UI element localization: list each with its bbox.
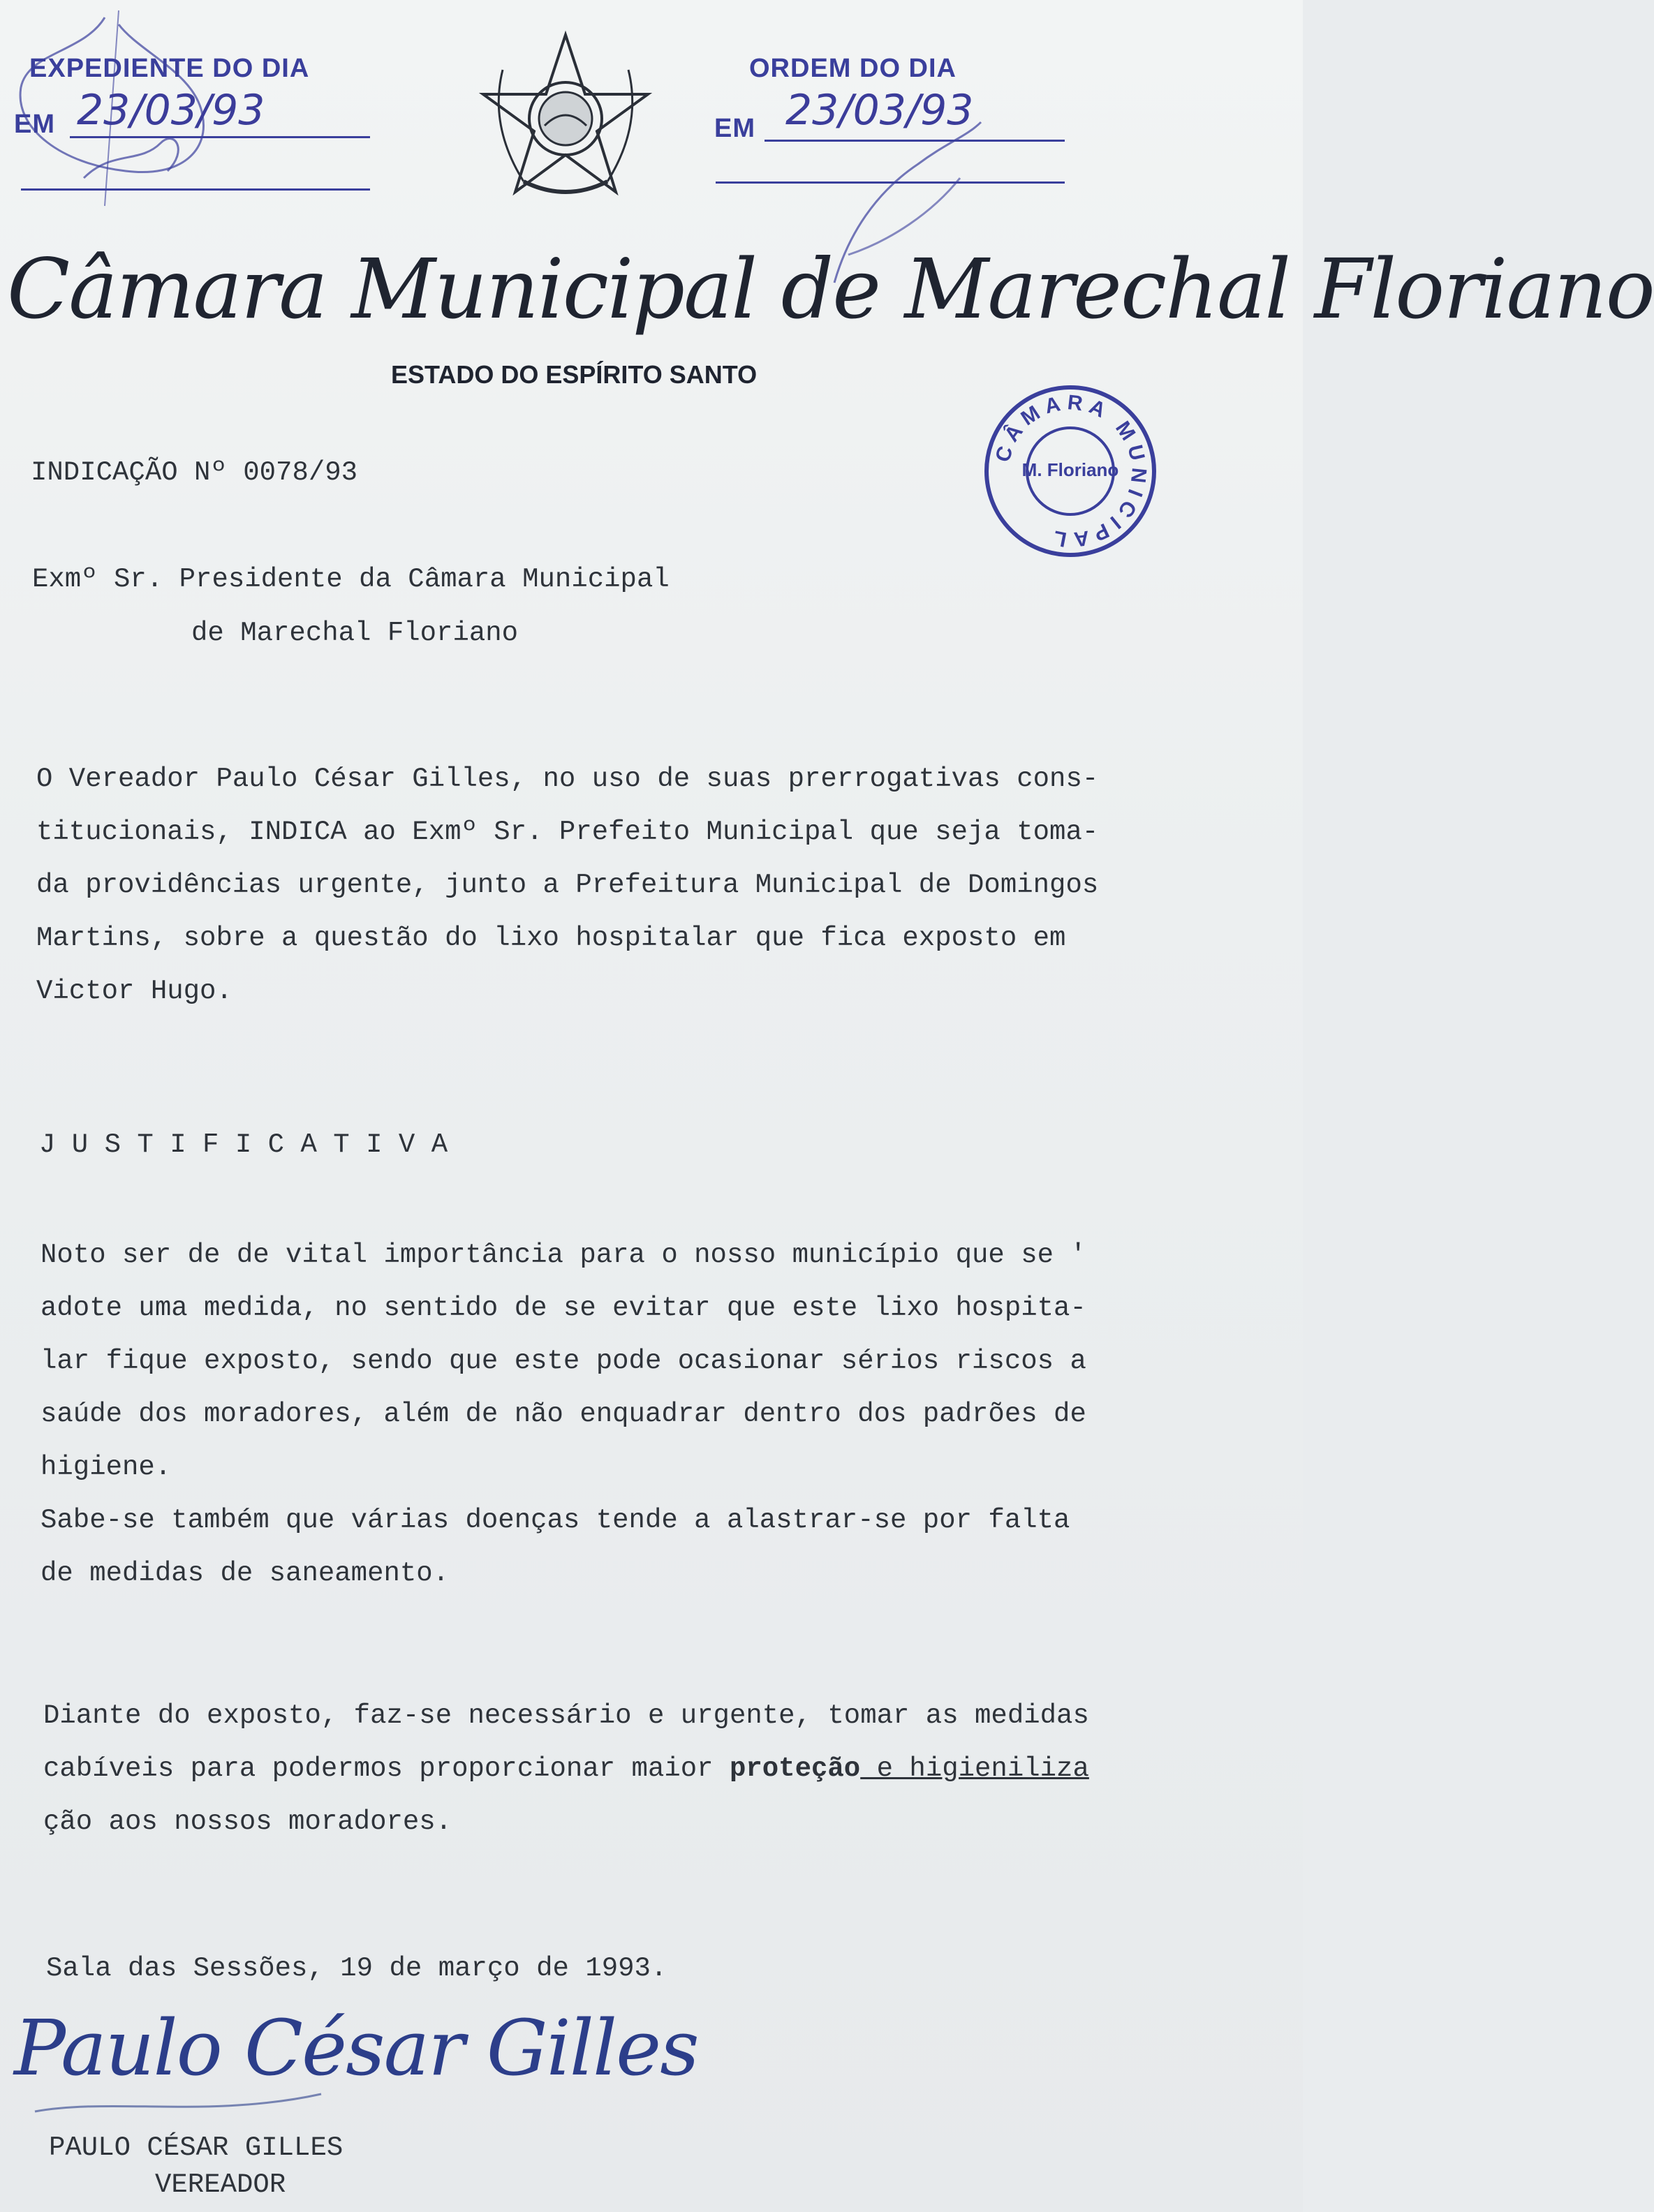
justification-line: Noto ser de de vital importância para o nosso município que se ' (40, 1240, 1086, 1270)
ordem-sign-line (716, 181, 1065, 184)
justification-heading: J U S T I F I C A T I V A (39, 1129, 448, 1160)
expediente-sign-line (21, 188, 370, 191)
conclusion-line: Diante do exposto, faz-se necessário e urgente, tomar as medidas (43, 1700, 1089, 1731)
justification-line: lar fique exposto, sendo que este pode ocasionar sérios riscos a (40, 1346, 1086, 1376)
closing-line: Sala das Sessões, 19 de março de 1993. (46, 1953, 667, 1984)
ordem-date: 23/03/93 (785, 86, 974, 135)
conclusion-line: ção aos nossos moradores. (43, 1806, 452, 1837)
addressee-line-1: Exmº Sr. Presidente da Câmara Municipal (32, 564, 670, 595)
justification-line: higiene. (40, 1452, 172, 1483)
justification-line: saúde dos moradores, além de não enquadrar dentro dos padrões de (40, 1399, 1086, 1430)
expediente-label: EXPEDIENTE DO DIA (29, 54, 310, 83)
chamber-title: Câmara Municipal de Marechal Floriano (7, 241, 1654, 337)
round-seal (983, 384, 1158, 558)
ordem-label: ORDEM DO DIA (749, 54, 957, 83)
ordem-prefix: EM (714, 114, 755, 143)
signer-title: VEREADOR (155, 2169, 286, 2200)
signer-name: PAULO CÉSAR GILLES (49, 2132, 344, 2163)
expediente-prefix: EM (14, 110, 55, 139)
coat-of-arms-icon (482, 28, 649, 209)
expediente-date: 23/03/93 (77, 86, 265, 135)
intro-line: O Vereador Paulo César Gilles, no uso de suas prerrogativas cons- (36, 764, 1099, 794)
signature-underline-icon (28, 2084, 391, 2125)
justification-paragraph (40, 1229, 1086, 1600)
expediente-stamp (14, 38, 377, 206)
conclusion-line-start: cabíveis para podermos proporcionar maior (43, 1753, 730, 1784)
conclusion-line (43, 1742, 1089, 1795)
intro-line: Victor Hugo. (36, 976, 232, 1007)
handwritten-signature: Paulo César Gilles (14, 2003, 698, 2093)
intro-paragraph (36, 752, 1098, 1018)
intro-line: da providências urgente, junto a Prefeitura Municipal de Domingos (36, 870, 1099, 900)
justification-line: Sabe-se também que várias doenças tende a alastrar-se por falta (40, 1505, 1070, 1536)
expediente-date-line (70, 136, 370, 138)
conclusion-bold-word: proteção (729, 1753, 861, 1784)
conclusion-line-end: e higieniliza (860, 1753, 1089, 1784)
intro-line: titucionais, INDICA ao Exmº Sr. Prefeito Municipal que seja toma- (36, 817, 1099, 847)
state-name: ESTADO DO ESPÍRITO SANTO (391, 360, 758, 389)
addressee-line-2: de Marechal Floriano (191, 618, 519, 648)
ordem-stamp (709, 38, 1072, 206)
ordem-date-line (765, 140, 1065, 142)
intro-line: Martins, sobre a questão do lixo hospitalar que fica exposto em (36, 923, 1066, 953)
justification-line: de medidas de saneamento. (40, 1558, 450, 1589)
seal-ring-text: CÂMARA MUNICIPAL (991, 391, 1151, 551)
seal-center-text: M. Floriano (1021, 459, 1119, 480)
indication-number: INDICAÇÃO Nº 0078/93 (31, 457, 358, 488)
justification-line: adote uma medida, no sentido de se evitar que este lixo hospita- (40, 1293, 1086, 1323)
conclusion-paragraph (43, 1689, 1089, 1848)
